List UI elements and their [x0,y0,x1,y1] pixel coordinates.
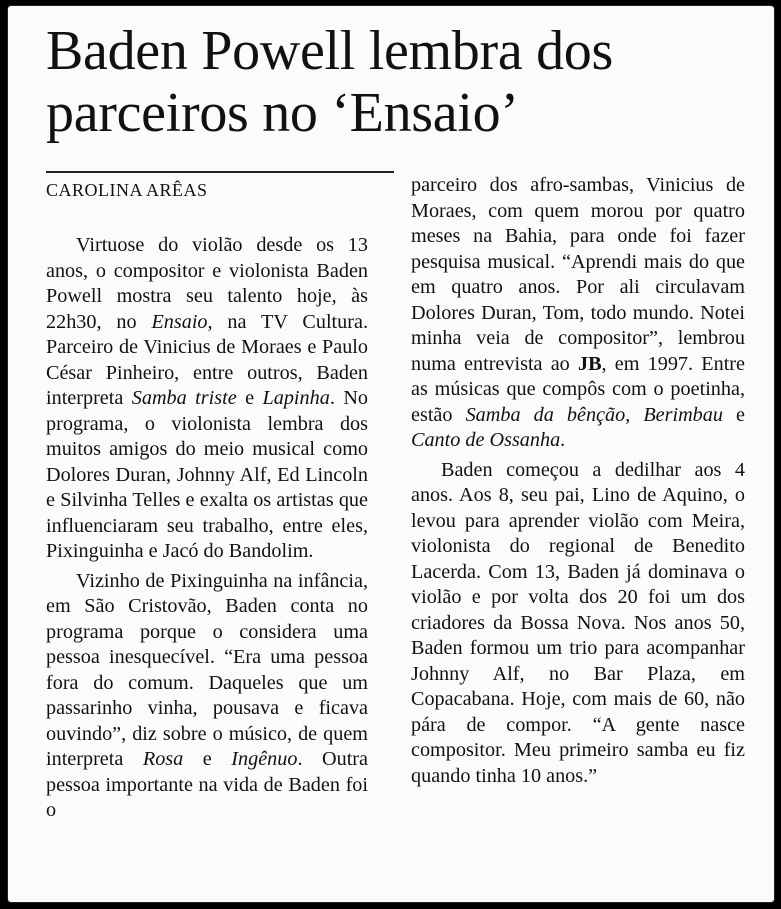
headline [46,20,766,144]
paragraph-3: Baden começou a dedilhar aos 4 anos. Aos 8, seu pai, Lino de Aquino, o levou para aprender violão com Meira, violonista do regional de Benedito Lacerda. Com 13, Baden já dominava o violão e por volta dos 20 foi um dos criadores da Bossa Nova. Nos anos 50, Baden formou um trio para acompanhar Johnny Alf, no Bar Plaza, em Copacabana. Hoje, com mais de 60, não pára de compor. “A gente nasce compositor. Meu primeiro samba eu fiz quando tinha 10 anos.” [411,458,745,787]
paragraph-1: Virtuose do violão desde os 13 anos, o compositor e violonista Baden Powell mostra seu talento hoje, às 22h30, no Ensaio, na TV Cultura. Parceiro de Vinicius de Moraes e Paulo César Pinheiro, entre outros, Baden interpreta Samba triste e Lapinha. No programa, o violonista lembra dos muitos amigos do meio musical como Dolores Duran, Johnny Alf, Ed Lincoln e Silvinha Telles e exalta os artistas que influenciaram seu trabalho, entre eles, Pixinguinha e Jacó do Bandolim. [46,234,368,562]
headline-line-1: Baden Powell lembra dos [46,20,613,82]
byline: CAROLINA ARÊAS [46,180,208,200]
headline-line-2: parceiros no ‘Ensaio’ [46,82,519,144]
paragraph-2-continued: parceiro dos afro-sambas, Vinicius de Moraes, com quem morou por quatro meses na Bahia, para onde foi fazer pesquisa musical. “Aprendi mais do que em quatro anos. Por ali circulavam Dolores Duran, Tom, todo mundo. Notei minha veia de compositor”, lembrou numa entrevista ao JB, em 1997. Entre as músicas que compôs com o poetinha, estão Samba da bênção, Berimbau e Canto de Ossanha. [411,174,746,451]
column-right [411,173,745,789]
paragraph-2-start: Vizinho de Pixinguinha na infância, em São Cristovão, Baden conta no programa porque o considera uma pessoa inesquecível. “Era uma pessoa fora do comum. Daqueles que um passarinho vinha, pousava e ficava ouvindo”, diz sobre o músico, de quem interpreta Rosa e Ingênuo. Outra pessoa importante na vida de Baden foi o [46,569,368,821]
newspaper-clipping [8,6,774,902]
byline-rule [46,171,394,173]
column-left [46,233,368,824]
